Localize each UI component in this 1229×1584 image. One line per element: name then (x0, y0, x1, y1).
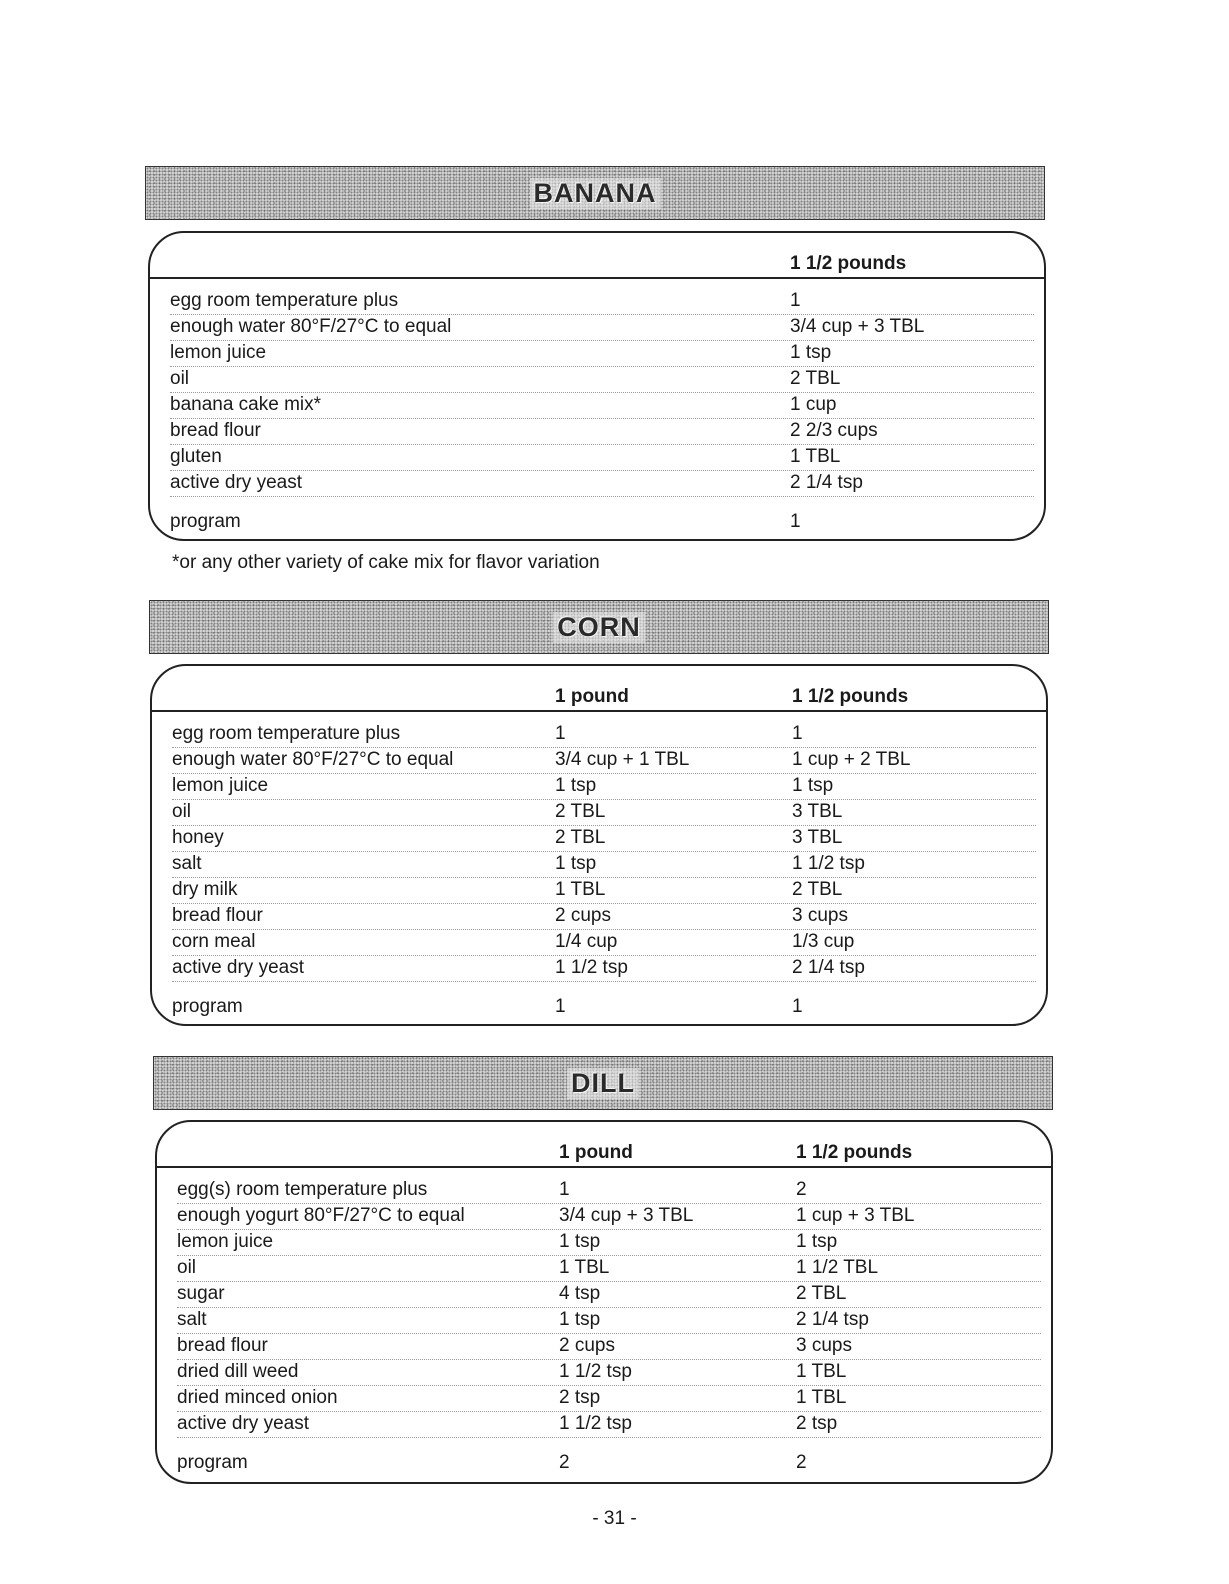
table-row: gluten 1 TBL (170, 444, 1034, 471)
program-row: program 2 2 (177, 1452, 807, 1473)
table-row: active dry yeast 2 1/4 tsp (170, 470, 1034, 497)
table-row: corn meal 1/4 cup 1/3 cup (172, 929, 1036, 956)
program-row: program 1 (170, 511, 801, 532)
corn-header-row (152, 666, 1046, 712)
dill-banner (153, 1056, 1053, 1110)
dill-recipe-card (155, 1120, 1053, 1484)
corn-banner (149, 600, 1049, 654)
program-row: program 1 1 (172, 996, 803, 1017)
banana-col-large-header: 1 1/2 pounds (790, 253, 907, 274)
dill-header-row (157, 1122, 1051, 1168)
table-row: dry milk 1 TBL 2 TBL (172, 877, 1036, 904)
table-row: salt 1 tsp 2 1/4 tsp (177, 1307, 1041, 1334)
table-row: enough water 80°F/27°C to equal 3/4 cup + 3 TBL (170, 314, 1034, 341)
table-row: sugar 4 tsp 2 TBL (177, 1281, 1041, 1308)
table-row: dried minced onion 2 tsp 1 TBL (177, 1385, 1041, 1412)
table-row: active dry yeast 1 1/2 tsp 2 tsp (177, 1411, 1041, 1438)
corn-recipe-card (150, 664, 1048, 1026)
table-row: egg room temperature plus 1 (170, 288, 1034, 315)
table-row: active dry yeast 1 1/2 tsp 2 1/4 tsp (172, 955, 1036, 982)
table-row: honey 2 TBL 3 TBL (172, 825, 1036, 852)
table-row: egg(s) room temperature plus 1 2 (177, 1177, 1041, 1204)
table-row: lemon juice 1 tsp (170, 340, 1034, 367)
table-row: bread flour 2 cups 3 cups (172, 903, 1036, 930)
table-row: bread flour 2 2/3 cups (170, 418, 1034, 445)
banana-recipe-card (148, 231, 1046, 541)
dill-col-small-header: 1 pound (559, 1142, 633, 1163)
banana-header-row (150, 233, 1044, 279)
table-row: banana cake mix* 1 cup (170, 392, 1034, 419)
table-row: salt 1 tsp 1 1/2 tsp (172, 851, 1036, 878)
page-number: - 31 - (592, 1508, 637, 1529)
banana-footnote: *or any other variety of cake mix for flavor variation (172, 552, 600, 573)
table-row: dried dill weed 1 1/2 tsp 1 TBL (177, 1359, 1041, 1386)
table-row: oil 2 TBL 3 TBL (172, 799, 1036, 826)
table-row: lemon juice 1 tsp 1 tsp (177, 1229, 1041, 1256)
dill-col-large-header: 1 1/2 pounds (796, 1142, 913, 1163)
table-row: enough yogurt 80°F/27°C to equal 3/4 cup + 3 TBL 1 cup + 3 TBL (177, 1203, 1041, 1230)
banana-banner (145, 166, 1045, 220)
table-row: bread flour 2 cups 3 cups (177, 1333, 1041, 1360)
banana-title: BANANA (530, 178, 661, 209)
table-row: oil 2 TBL (170, 366, 1034, 393)
corn-col-small-header: 1 pound (555, 686, 629, 707)
table-row: enough water 80°F/27°C to equal 3/4 cup + 1 TBL 1 cup + 2 TBL (172, 747, 1036, 774)
corn-title: CORN (553, 612, 645, 643)
dill-title: DILL (567, 1068, 639, 1099)
table-row: egg room temperature plus 1 1 (172, 721, 1036, 748)
corn-col-large-header: 1 1/2 pounds (792, 686, 909, 707)
table-row: lemon juice 1 tsp 1 tsp (172, 773, 1036, 800)
table-row: oil 1 TBL 1 1/2 TBL (177, 1255, 1041, 1282)
